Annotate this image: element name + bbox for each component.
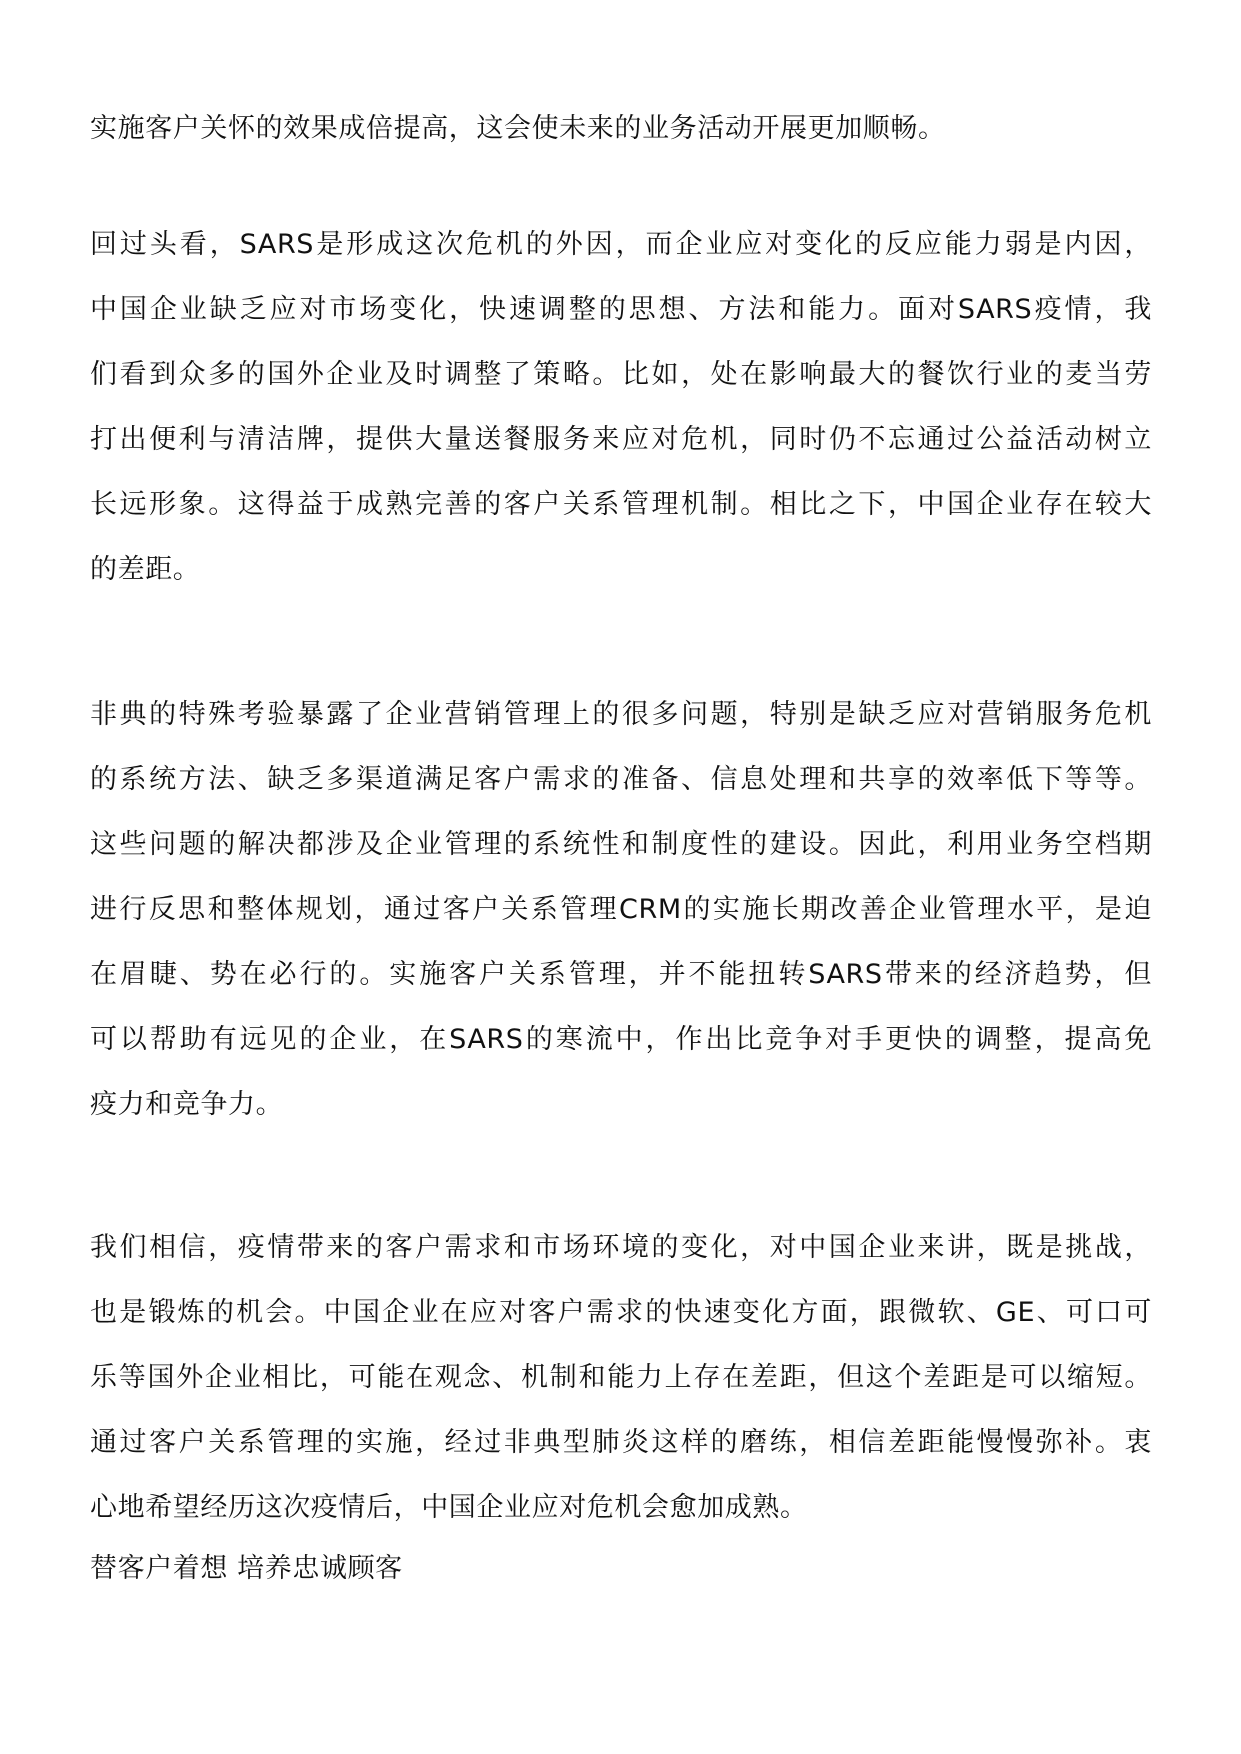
text-line: 中国企业缺乏应对市场变化，快速调整的思想、方法和能力。面对SARS疫情，我: [90, 294, 1152, 325]
text-line: 回过头看，SARS是形成这次危机的外因，而企业应对变化的反应能力弱是内因，: [90, 229, 1152, 260]
text-line: 可以帮助有远见的企业，在SARS的寒流中，作出比竞争对手更快的调整，提高免: [90, 1024, 1152, 1055]
text-line: 心地希望经历这次疫情后，中国企业应对危机会愈加成熟。: [90, 1492, 808, 1523]
text-line: 我们相信，疫情带来的客户需求和市场环境的变化，对中国企业来讲，既是挑战，: [90, 1232, 1152, 1263]
text-line: 乐等国外企业相比，可能在观念、机制和能力上存在差距，但这个差距是可以缩短。: [90, 1362, 1152, 1393]
text-line: 也是锻炼的机会。中国企业在应对客户需求的快速变化方面，跟微软、GE、可口可: [90, 1297, 1152, 1328]
text-line: 疫力和竞争力。: [90, 1089, 284, 1120]
text-line: 这些问题的解决都涉及企业管理的系统性和制度性的建设。因此，利用业务空档期: [90, 829, 1152, 860]
text-line: 长远形象。这得益于成熟完善的客户关系管理机制。相比之下，中国企业存在较大: [90, 489, 1152, 520]
text-line: 打出便利与清洁牌，提供大量送餐服务来应对危机，同时仍不忘通过公益活动树立: [90, 424, 1152, 455]
paragraph-4: [90, 1215, 1152, 1598]
text-line: 非典的特殊考验暴露了企业营销管理上的很多问题，特别是缺乏应对营销服务危机: [90, 699, 1152, 730]
paragraph-1: [90, 96, 1152, 161]
paragraph-3: [90, 682, 1152, 1137]
text-line: 实施客户关怀的效果成倍提高，这会使未来的业务活动开展更加顺畅。: [90, 113, 946, 144]
text-line: 的系统方法、缺乏多渠道满足客户需求的准备、信息处理和共享的效率低下等等。: [90, 764, 1152, 795]
text-line: 的差距。: [90, 554, 201, 585]
section-heading: 替客户着想 培养忠诚顾客: [90, 1553, 403, 1584]
text-line: 们看到众多的国外企业及时调整了策略。比如，处在影响最大的餐饮行业的麦当劳: [90, 359, 1152, 390]
text-line: 在眉睫、势在必行的。实施客户关系管理，并不能扭转SARS带来的经济趋势，但: [90, 959, 1152, 990]
text-line: 通过客户关系管理的实施，经过非典型肺炎这样的磨练，相信差距能慢慢弥补。衷: [90, 1427, 1152, 1458]
paragraph-2: [90, 212, 1152, 602]
text-line: 进行反思和整体规划，通过客户关系管理CRM的实施长期改善企业管理水平，是迫: [90, 894, 1152, 925]
